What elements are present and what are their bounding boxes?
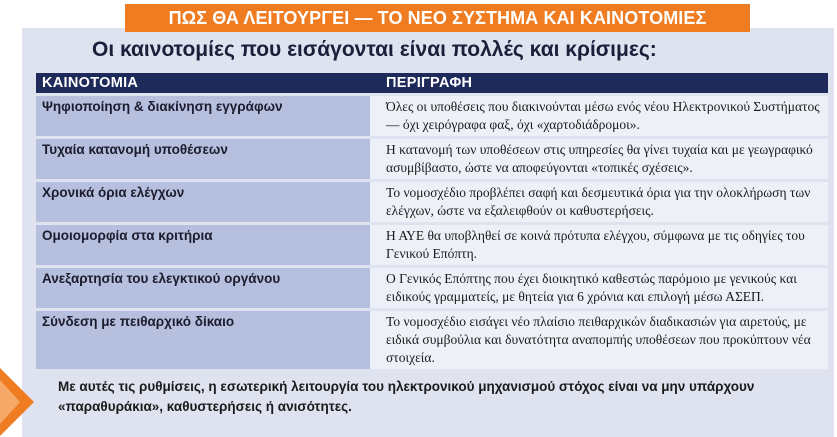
table-row xyxy=(36,268,828,308)
banner-title: ΠΩΣ ΘΑ ΛΕΙΤΟΥΡΓΕΙ — ΤΟ ΝΕΟ ΣΥΣΤΗΜΑ ΚΑΙ ΚΑΙΝΟΤΟΜΙΕΣ xyxy=(125,4,750,32)
subtitle: Οι καινοτομίες που εισάγονται είναι πολλές και κρίσιμες: xyxy=(92,38,657,61)
innovation-cell: Σύνδεση με πειθαρχικό δίκαιο xyxy=(36,311,370,369)
table-row xyxy=(36,311,828,369)
conclusion-text: Με αυτές τις ρυθμίσεις, η εσωτερική λειτουργία του ηλεκτρονικού μηχανισμού στόχος είναι να μην υπάρχουν «παραθυράκια», καθυστερήσεις ή ανισότητες. xyxy=(58,379,755,414)
description-cell: Η ΑΥΕ θα υποβληθεί σε κοινά πρότυπα ελέγχου, σύμφωνα με τις οδηγίες του Γενικού Επόπτη. xyxy=(370,225,828,265)
column-header-description: ΠΕΡΙΓΡΑΦΗ xyxy=(370,73,828,93)
table-row xyxy=(36,96,828,136)
description-cell: Ο Γενικός Επόπτης που έχει διοικητικό καθεστώς παρόμοιο με γενικούς και ειδικούς γραμματείς, με θητεία για 6 χρόνια και επιλογή μέσω ΑΣΕΠ. xyxy=(370,268,828,308)
arrow-marker-highlight-icon xyxy=(0,380,20,424)
description-cell: Το νομοσχέδιο προβλέπει σαφή και δεσμευτικά όρια για την ολοκλήρωση των ελέγχων, ώστε να εξαλειφθούν οι καθυστερήσεις. xyxy=(370,182,828,222)
innovation-cell: Ομοιομορφία στα κριτήρια xyxy=(36,225,370,265)
description-cell: Όλες οι υποθέσεις που διακινούνται μέσω ενός νέου Ηλεκτρονικού Συστήματος — όχι χειρόγραφα φαξ, όχι «χαρτοδιάδρομοι». xyxy=(370,96,828,136)
table-row xyxy=(36,182,828,222)
description-cell: Η κατανομή των υποθέσεων στις υπηρεσίες θα γίνει τυχαία και με γεωγραφικό ασυμβίβαστο, ώστε να αποφεύγονται «τοπικές σχέσεις». xyxy=(370,139,828,179)
innovation-cell: Χρονικά όρια ελέγχων xyxy=(36,182,370,222)
description-cell: Το νομοσχέδιο εισάγει νέο πλαίσιο πειθαρχικών διαδικασιών για αιρετούς, με ειδικά συμβούλια και δυνατότητα αναπομπής υποθέσεων που προκύπτουν νέα στοιχεία. xyxy=(370,311,828,369)
innovations-table xyxy=(36,70,828,372)
table-header-row xyxy=(36,73,828,93)
column-header-innovation: ΚΑΙΝΟΤΟΜΙΑ xyxy=(36,73,370,93)
table-row xyxy=(36,139,828,179)
innovation-cell: Ψηφιοποίηση & διακίνηση εγγράφων xyxy=(36,96,370,136)
innovation-cell: Τυχαία κατανομή υποθέσεων xyxy=(36,139,370,179)
innovation-cell: Ανεξαρτησία του ελεγκτικού οργάνου xyxy=(36,268,370,308)
table-row xyxy=(36,225,828,265)
